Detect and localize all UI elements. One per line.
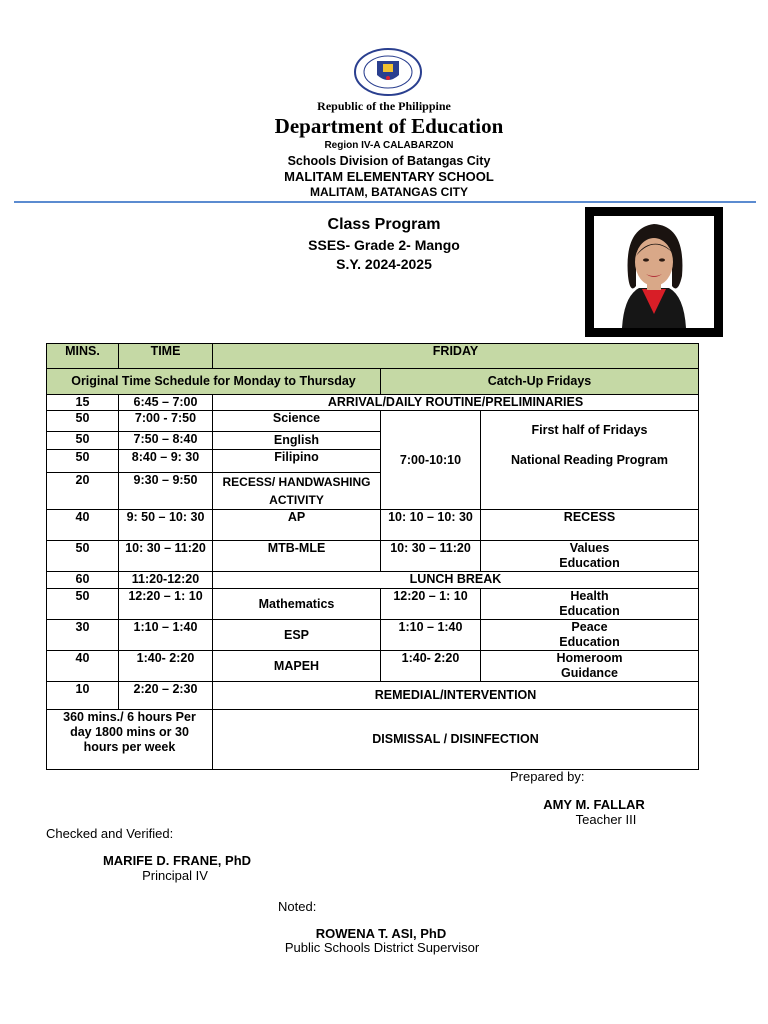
- time-cell: 1:40- 2:20: [119, 651, 213, 682]
- activity-cell: REMEDIAL/INTERVENTION: [213, 682, 699, 710]
- subject-cell: English: [213, 432, 381, 450]
- total-minutes-cell: 360 mins./ 6 hours Per day 1800 mins or 30 hours per week: [47, 710, 213, 770]
- checked-verified-label: Checked and Verified:: [46, 826, 174, 841]
- friday-time-cell: 10: 30 – 11:20: [381, 541, 481, 572]
- time-cell: 7:50 – 8:40: [119, 432, 213, 450]
- subject-cell: ESP: [213, 620, 381, 651]
- time-cell: 2:20 – 2:30: [119, 682, 213, 710]
- friday-activity-cell: Values Education: [481, 541, 699, 572]
- time-cell: 12:20 – 1: 10: [119, 589, 213, 620]
- col-header-friday: FRIDAY: [213, 344, 699, 369]
- time-cell: 9:30 – 9:50: [119, 473, 213, 510]
- mins-cell: 50: [47, 432, 119, 450]
- time-cell: 9: 50 – 10: 30: [119, 510, 213, 541]
- mins-cell: 60: [47, 572, 119, 589]
- subject-cell: Mathematics: [213, 589, 381, 620]
- time-cell: 8:40 – 9: 30: [119, 450, 213, 473]
- friday-reading-line1: First half of Fridays: [531, 423, 648, 437]
- class-program-table: [46, 343, 699, 770]
- program-section: SSES- Grade 2- Mango: [308, 237, 460, 253]
- time-cell: 7:00 - 7:50: [119, 411, 213, 432]
- program-school-year: S.Y. 2024-2025: [336, 256, 432, 272]
- subject-cell: RECESS/ HANDWASHING ACTIVITY: [213, 473, 381, 510]
- friday-activity-cell: Homeroom Guidance: [481, 651, 699, 682]
- school-address: MALITAM, BATANGAS CITY: [310, 185, 468, 199]
- friday-activity-cell: RECESS: [481, 510, 699, 541]
- activity-cell: LUNCH BREAK: [213, 572, 699, 589]
- teacher-photo: [594, 216, 714, 328]
- subject-cell: MAPEH: [213, 651, 381, 682]
- noted-title: Public Schools District Supervisor: [284, 940, 480, 955]
- region-line: Region IV-A CALABARZON: [324, 140, 454, 151]
- col-header-mins: MINS.: [47, 344, 119, 369]
- time-cell: 11:20-12:20: [119, 572, 213, 589]
- prepared-by-label: Prepared by:: [510, 769, 585, 784]
- checked-verified-name: MARIFE D. FRANE, PhD: [102, 853, 252, 868]
- mins-cell: 20: [47, 473, 119, 510]
- mins-cell: 50: [47, 589, 119, 620]
- dismissal-cell: DISMISSAL / DISINFECTION: [213, 710, 699, 770]
- checked-verified-title: Principal IV: [142, 868, 208, 883]
- program-title: Class Program: [327, 216, 441, 233]
- friday-activity-cell: Peace Education: [481, 620, 699, 651]
- friday-activity-cell: Health Education: [481, 589, 699, 620]
- subject-cell: AP: [213, 510, 381, 541]
- mins-cell: 30: [47, 620, 119, 651]
- subject-cell: MTB-MLE: [213, 541, 381, 572]
- school-name: MALITAM ELEMENTARY SCHOOL: [284, 169, 494, 184]
- friday-time-cell: 10: 10 – 10: 30: [381, 510, 481, 541]
- col-header-original-schedule: Original Time Schedule for Monday to Thursday: [47, 369, 381, 395]
- friday-time-cell: 12:20 – 1: 10: [381, 589, 481, 620]
- col-header-catchup-fridays: Catch-Up Fridays: [381, 369, 699, 395]
- prepared-by-title: Teacher III: [575, 812, 637, 827]
- noted-label: Noted:: [278, 899, 317, 914]
- activity-cell: ARRIVAL/DAILY ROUTINE/PRELIMINARIES: [213, 395, 699, 411]
- mins-cell: 50: [47, 411, 119, 432]
- friday-reading-line2: National Reading Program: [511, 453, 668, 467]
- time-cell: 6:45 – 7:00: [119, 395, 213, 411]
- prepared-by-name: AMY M. FALLAR: [543, 797, 645, 812]
- mins-cell: 40: [47, 510, 119, 541]
- time-cell: 1:10 – 1:40: [119, 620, 213, 651]
- division-line: Schools Division of Batangas City: [287, 154, 491, 168]
- mins-cell: 15: [47, 395, 119, 411]
- noted-name: ROWENA T. ASI, PhD: [315, 926, 447, 941]
- deped-seal-icon: [353, 47, 423, 97]
- subject-cell: Science: [213, 411, 381, 432]
- friday-time-cell: 7:00-10:10: [381, 411, 481, 510]
- mins-cell: 40: [47, 651, 119, 682]
- subject-cell: Filipino: [213, 450, 381, 473]
- mins-cell: 50: [47, 450, 119, 473]
- friday-time-cell: 1:10 – 1:40: [381, 620, 481, 651]
- department-title: Department of Education: [274, 114, 504, 138]
- friday-reading-program-cell: [481, 411, 699, 510]
- mins-cell: 10: [47, 682, 119, 710]
- mins-cell: 50: [47, 541, 119, 572]
- friday-time-cell: 1:40- 2:20: [381, 651, 481, 682]
- col-header-time: TIME: [119, 344, 213, 369]
- header-divider: [14, 201, 756, 203]
- republic-line: Republic of the Philippine: [317, 99, 451, 113]
- time-cell: 10: 30 – 11:20: [119, 541, 213, 572]
